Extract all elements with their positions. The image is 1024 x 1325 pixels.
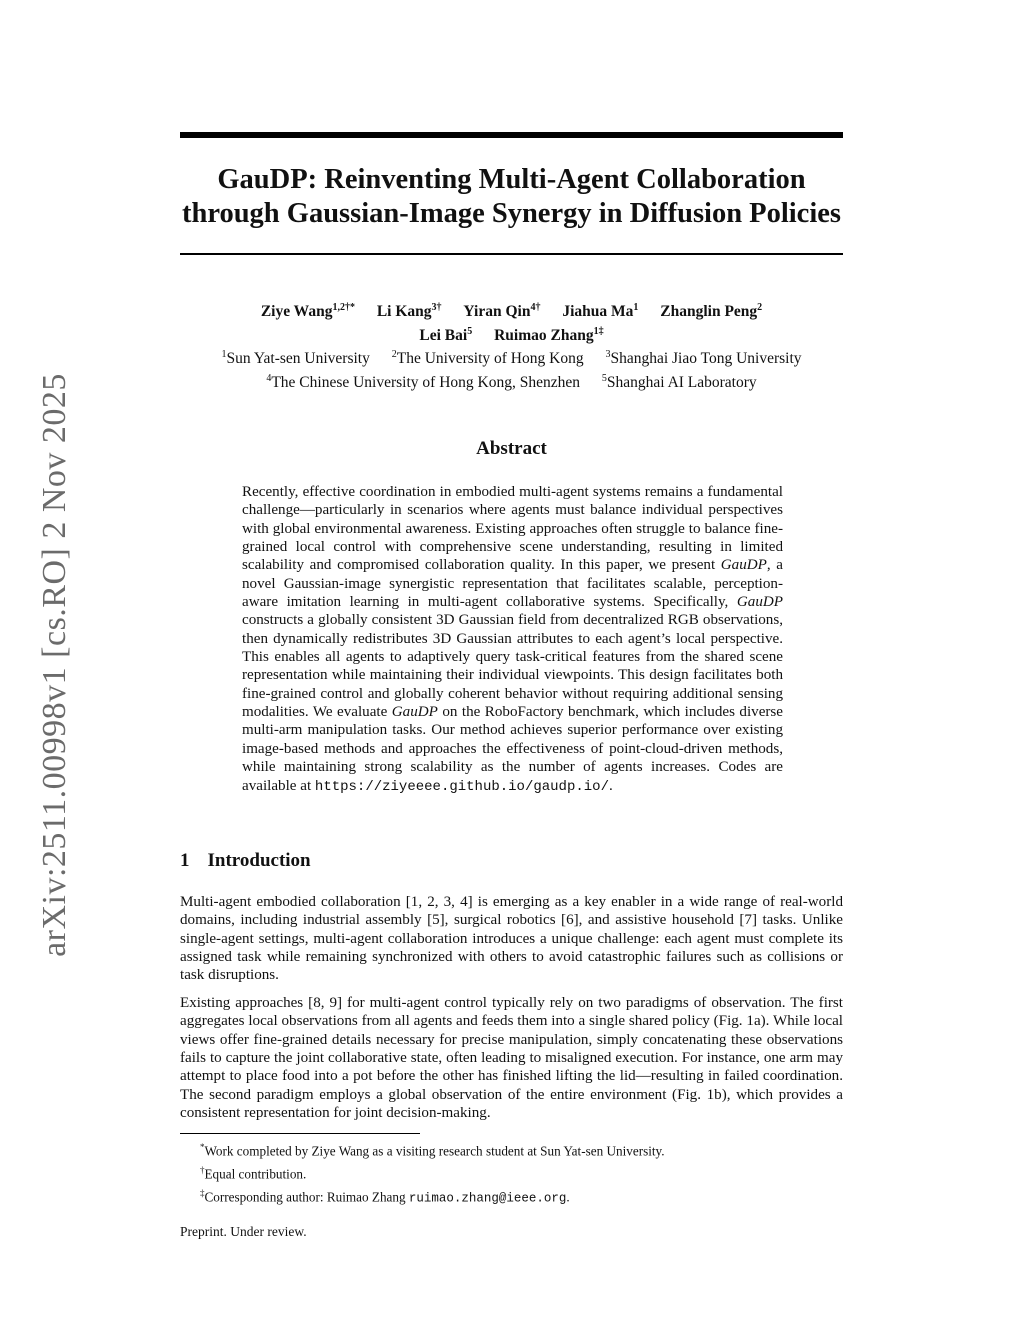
method-name: GauDP <box>391 704 438 721</box>
footnotes <box>200 1138 843 1208</box>
affiliation: $^2$The University of Hong Kong <box>391 349 584 368</box>
author: Lei Bai$^5$ <box>419 326 473 345</box>
affiliation: $^4$The Chinese University of Hong Kong, Shenzhen <box>266 373 580 392</box>
author-line-1 <box>180 298 843 322</box>
footnote: †Equal contribution. <box>200 1164 307 1182</box>
footnote: *Work completed by Ziye Wang as a visiting research student at Sun Yat-sen University. <box>200 1142 665 1159</box>
section-number: 1 <box>180 850 190 871</box>
abstract-body: Recently, effective coordination in embodied multi-agent systems remains a fundamental challenge—particularly in scenarios where agents must balance individual perspectives with global environmental awareness. Existing approaches often struggle to balance fine-grained local control with comprehensive scene understanding, resulting in limited scalability and compromised collaboration quality. In this paper, we present GauDP, a novel Gaussian-image synergistic representation that facilitates scalable, perception-aware imitation learning in multi-agent collaborative systems. Specifically, GauDP constructs a globally consistent 3D Gaussian field from decentralized RGB observations, then dynamically redistributes 3D Gaussian attributes to each agent’s local perspective. This enables all agents to adaptively query task-critical features from the shared scene representation while maintaining their individual viewpoints. This design facilitates both fine-grained control and globally coherent behavior without requiring additional sensing modalities. We evaluate GauDP on the RoboFactory benchmark, which includes diverse multi-arm manipulation tasks. Our method achieves superior performance over existing image-based methods and approaches the effectiveness of point-cloud-driven methods, while maintaining strong scalability as the number of agents increases. Codes are available at https://ziyeeee.github.io/gaudp.io/. <box>242 484 783 795</box>
footnote: ‡Corresponding author: Ruimao Zhang ruimao.zhang@ieee.org. <box>200 1187 570 1206</box>
author: Ruimao Zhang$^{1\ddagger}$ <box>494 326 604 345</box>
footnote-rule <box>180 1133 420 1134</box>
affiliation: $^5$Shanghai AI Laboratory <box>601 373 757 392</box>
author: Yiran Qin$^{4\dagger}$ <box>463 302 541 321</box>
title-line-1: GauDP: Reinventing Multi-Agent Collaboration <box>217 164 806 195</box>
method-name: GauDP <box>736 594 783 611</box>
email-link[interactable]: ruimao.zhang@ieee.org <box>408 1191 567 1206</box>
title-bottom-rule <box>180 253 843 255</box>
paper-title <box>180 163 843 231</box>
author-line-2 <box>180 322 843 346</box>
arxiv-stamp: arXiv:2511.00998v1 [cs.RO] 2 Nov 2025 <box>36 373 73 957</box>
method-name: GauDP <box>720 557 767 574</box>
title-top-rule <box>180 132 843 138</box>
abstract-heading: Abstract <box>476 438 547 459</box>
title-line-2: through Gaussian-Image Synergy in Diffusion Policies <box>181 198 841 229</box>
section-title: Introduction <box>207 850 311 871</box>
body-paragraph: Multi-agent embodied collaboration [1, 2, 3, 4] is emerging as a key enabler in a wide range of real-world domains, including industrial assembly [5], surgical robotics [6], and assistive household [7] tasks. Unlike single-agent settings, multi-agent collaboration introduces a unique challenge: each agent must complete its assigned task while remaining synchronized with others to avoid catastrophic failures such as collisions or task disruptions. <box>180 894 843 984</box>
author: Jiahua Ma$^1$ <box>562 302 639 321</box>
affiliation-line-1 <box>180 345 843 369</box>
author-list <box>180 298 843 346</box>
author: Zhanglin Peng$^2$ <box>660 302 763 321</box>
code-link[interactable]: https://ziyeeee.github.io/gaudp.io/ <box>314 778 609 795</box>
affiliation-line-2 <box>180 369 843 393</box>
author: Ziye Wang$^{1,2\dagger*}$ <box>260 302 355 321</box>
body-paragraph: Existing approaches [8, 9] for multi-agent control typically rely on two paradigms of observation. The first aggregates local observations from all agents and feeds them into a single shared policy (Fig. 1a). While local views offer fine-grained details necessary for precise manipulation, simply concatenating these observations fails to capture the joint collaborative state, often leading to misaligned execution. For instance, one arm may attempt to place food into a pot before the other has finished lifting the lid—resulting in failed coordination. The second paradigm employs a global observation of the entire environment (Fig. 1b), which provides a consistent representation for joint decision-making. <box>180 995 843 1122</box>
section-heading <box>180 850 311 872</box>
affiliation: $^3$Shanghai Jiao Tong University <box>605 349 802 368</box>
author: Li Kang$^{3\dagger}$ <box>376 302 442 321</box>
affiliation: $^1$Sun Yat-sen University <box>221 349 370 368</box>
affiliation-list <box>180 345 843 393</box>
preprint-footer: Preprint. Under review. <box>180 1224 307 1239</box>
